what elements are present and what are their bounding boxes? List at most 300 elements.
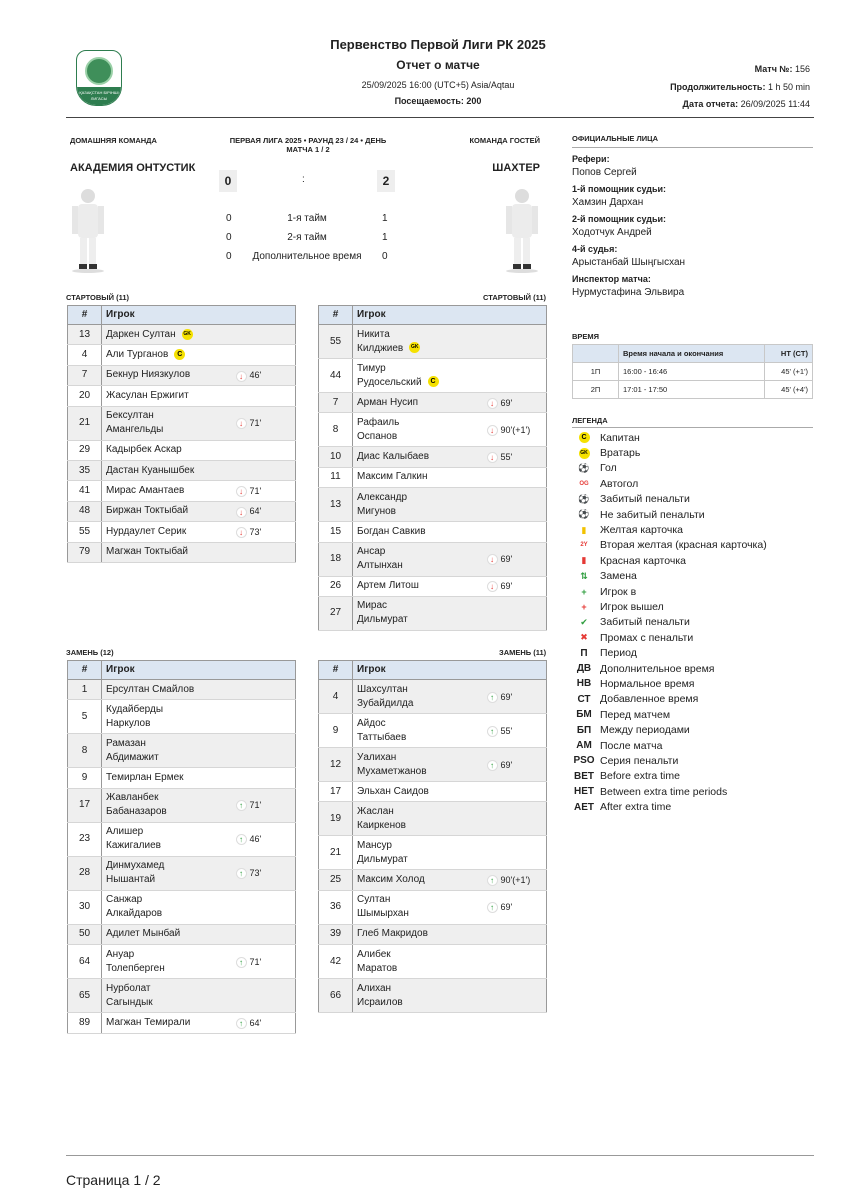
- official-name: Нурмустафина Эльвира: [572, 287, 685, 298]
- event-minute: 69': [500, 759, 513, 770]
- player-name-text: Темирлан Ермек: [106, 772, 184, 784]
- player-name: [353, 359, 483, 393]
- player-row: [319, 542, 547, 576]
- start-end-cell: 17:01 - 17:50: [619, 381, 765, 399]
- player-number: 17: [68, 788, 102, 822]
- away-team-name: ШАХТЕР: [492, 162, 540, 174]
- legend-icon: ⇅: [580, 570, 588, 581]
- legend-icon: ▮: [581, 555, 587, 566]
- player-number: 26: [319, 576, 353, 596]
- player-event: [232, 386, 296, 406]
- table-header-row: [319, 661, 547, 680]
- player-event: [483, 802, 547, 836]
- player-name: [102, 734, 232, 768]
- player-number: 27: [319, 596, 353, 630]
- event-minute: 55': [500, 725, 513, 736]
- legend-item: [572, 507, 813, 522]
- player-event: [232, 440, 296, 460]
- player-event: [483, 413, 547, 447]
- player-event: [232, 522, 296, 542]
- player-column-header: Игрок: [102, 306, 296, 325]
- legend-icon: +: [581, 586, 587, 597]
- player-number: 64: [68, 945, 102, 979]
- player-row: [68, 680, 296, 700]
- player-event: [232, 345, 296, 365]
- player-name: [102, 856, 232, 890]
- captain-badge: C: [428, 376, 439, 387]
- number-column-header: #: [68, 306, 102, 325]
- player-event: [483, 596, 547, 630]
- player-name: [353, 596, 483, 630]
- player-name-text: Мирас Амантаев: [106, 485, 185, 497]
- legend-item: [572, 538, 813, 553]
- player-name: [353, 870, 483, 890]
- sub-in-icon: ↑: [236, 800, 247, 811]
- legend-icon: ✖: [580, 632, 588, 643]
- player-name: [353, 680, 483, 714]
- number-column-header: #: [319, 306, 353, 325]
- time-table: [572, 344, 813, 399]
- player-number: 9: [319, 714, 353, 748]
- legend-label: Период: [600, 647, 637, 660]
- player-name-text: Магжан Темирали: [106, 1016, 191, 1028]
- player-column-header: Игрок: [353, 661, 547, 680]
- player-name-text: Рамазан Абдимажит: [106, 737, 159, 763]
- player-column-header: Игрок: [102, 661, 296, 680]
- player-name: [102, 890, 232, 924]
- player-name-text: Максим Холод: [357, 874, 425, 886]
- player-number: 13: [68, 325, 102, 345]
- legend-icon: ✔: [580, 616, 588, 627]
- player-row: [319, 467, 547, 487]
- legend-label: Забитый пенальти: [600, 493, 690, 506]
- official-role: 1-й помощник судьи:: [572, 184, 667, 194]
- player-row: [68, 788, 296, 822]
- player-event: [232, 542, 296, 562]
- sub-in-icon: ↑: [487, 726, 498, 737]
- sub-out-icon: ↓: [236, 418, 247, 429]
- player-row: [319, 748, 547, 782]
- period-cell: 1П: [573, 363, 619, 381]
- legend-label: Вратарь: [600, 447, 641, 460]
- sub-in-icon: ↑: [236, 834, 247, 845]
- legend-label: Между периодами: [600, 724, 690, 737]
- player-name: [102, 501, 232, 521]
- player-name-text: Кадырбек Аскар: [106, 444, 182, 456]
- player-event: [232, 501, 296, 521]
- player-name-text: Санжар Алкайдаров: [106, 894, 163, 920]
- time-header-cell: [573, 345, 619, 363]
- player-row: [319, 596, 547, 630]
- sub-out-icon: ↓: [236, 527, 247, 538]
- legend-icon: PSO: [573, 755, 595, 767]
- sub-in-icon: ↑: [487, 875, 498, 886]
- player-number: 5: [68, 700, 102, 734]
- legend-label: Перед матчем: [600, 708, 671, 721]
- legend-icon: БП: [576, 724, 592, 736]
- time-row: [573, 381, 813, 399]
- player-name-text: Жасулан Ержигит: [106, 389, 189, 401]
- player-name: [353, 890, 483, 924]
- period-away-score: 0: [382, 251, 388, 262]
- player-column-header: Игрок: [353, 306, 547, 325]
- player-event: [232, 406, 296, 440]
- player-name-text: Жаслан Каиркенов: [357, 805, 406, 831]
- player-name-text: Магжан Токтыбай: [106, 546, 188, 558]
- period-label: 2-я тайм: [287, 232, 327, 243]
- table-header-row: [68, 661, 296, 680]
- player-name: [102, 325, 232, 345]
- player-event: [232, 460, 296, 480]
- event-minute: 90'(+1'): [500, 424, 531, 435]
- event-minute: 64': [249, 1017, 262, 1028]
- player-row: [68, 406, 296, 440]
- player-name: [353, 522, 483, 542]
- official-name: Хамзин Дархан: [572, 197, 644, 208]
- period-away-score: 1: [382, 232, 388, 243]
- player-event: [232, 734, 296, 768]
- player-name-text: Султан Шымырхан: [357, 894, 409, 920]
- period-home-score: 0: [226, 232, 232, 243]
- player-row: [68, 460, 296, 480]
- home-start-title: СТАРТОВЫЙ (11): [66, 293, 130, 302]
- player-row: [319, 359, 547, 393]
- player-number: 66: [319, 979, 353, 1013]
- official-name: Ходотчук Андрей: [572, 227, 652, 238]
- player-row: [319, 325, 547, 359]
- match-datetime: 25/09/2025 16:00 (UTC+5) Asia/Aqtau: [361, 80, 515, 90]
- attendance: Посещаемость: 200: [394, 96, 482, 106]
- player-row: [68, 345, 296, 365]
- player-event: [483, 680, 547, 714]
- player-name: [102, 481, 232, 501]
- legend-item: [572, 661, 813, 676]
- legend-icon: AET: [574, 801, 594, 813]
- event-minute: 71': [249, 956, 262, 967]
- legend-item: [572, 615, 813, 630]
- player-row: [68, 822, 296, 856]
- player-row: [68, 856, 296, 890]
- player-name-text: Ануар Толепберген: [106, 948, 165, 974]
- player-name-text: Айдос Таттыбаев: [357, 717, 407, 743]
- sub-out-icon: ↓: [236, 486, 247, 497]
- legend-item: [572, 522, 813, 537]
- captain-badge: C: [174, 349, 185, 360]
- player-number: 39: [319, 924, 353, 944]
- player-row: [319, 576, 547, 596]
- player-name-text: Эльхан Саидов: [357, 785, 429, 797]
- time-row: [573, 363, 813, 381]
- legend-icon: ⚽: [578, 462, 590, 473]
- sub-out-icon: ↓: [487, 398, 498, 409]
- player-name: [102, 924, 232, 944]
- time-header-cell: Время начала и окончания: [619, 345, 765, 363]
- table-header-row: [68, 306, 296, 325]
- player-name-text: Мансур Дильмурат: [357, 839, 408, 865]
- player-number: 15: [319, 522, 353, 542]
- player-name-text: Алибек Маратов: [357, 948, 398, 974]
- player-event: [483, 542, 547, 576]
- player-name-text: Ансар Алтынхан: [357, 546, 403, 572]
- player-name: [102, 788, 232, 822]
- player-number: 21: [68, 406, 102, 440]
- player-row: [68, 440, 296, 460]
- player-number: 7: [68, 365, 102, 385]
- player-name-text: Даркен Султан: [106, 328, 176, 340]
- player-name-text: Рафаиль Оспанов: [357, 416, 400, 442]
- legend-title: ЛЕГЕНДА: [572, 416, 608, 425]
- report-date: Дата отчета: 26/09/2025 11:44: [682, 99, 810, 109]
- player-row: [68, 890, 296, 924]
- event-minute: 69': [500, 554, 513, 565]
- player-number: 12: [319, 748, 353, 782]
- legend-label: Промах с пенальти: [600, 631, 694, 644]
- sub-out-icon: ↓: [487, 581, 498, 592]
- player-name-text: Нурдаулет Серик: [106, 525, 187, 537]
- legend-item: [572, 799, 813, 814]
- player-name-text: Уалихан Мухаметжанов: [357, 751, 427, 777]
- player-name: [353, 413, 483, 447]
- player-name: [102, 822, 232, 856]
- player-number: 8: [319, 413, 353, 447]
- page-number: Страница 1 / 2: [66, 1172, 161, 1188]
- away-kit-icon: [504, 186, 540, 286]
- sub-in-icon: ↑: [236, 1018, 247, 1029]
- player-number: 13: [319, 488, 353, 522]
- player-name-text: Диас Калыбаев: [357, 451, 430, 463]
- player-event: [232, 979, 296, 1013]
- player-number: 4: [319, 680, 353, 714]
- official-role: 4-й судья:: [572, 244, 618, 254]
- player-event: [483, 393, 547, 413]
- legend-item: [572, 676, 813, 691]
- player-event: [232, 924, 296, 944]
- player-row: [68, 522, 296, 542]
- legend-item: [572, 569, 813, 584]
- round-info: ПЕРВАЯ ЛИГА 2025 • РАУНД 23 / 24 • ДЕНЬ МАТЧА 1 / 2: [229, 136, 387, 154]
- number-column-header: #: [319, 661, 353, 680]
- player-event: [483, 890, 547, 924]
- player-row: [68, 924, 296, 944]
- legend-label: Гол: [600, 462, 617, 475]
- time-header-cell: HT (CT): [764, 345, 812, 363]
- legend-label: Автогол: [600, 477, 639, 490]
- player-name: [102, 768, 232, 788]
- event-minute: 71': [249, 486, 262, 497]
- away-score: 2: [377, 170, 395, 192]
- official-name: Попов Сергей: [572, 167, 637, 178]
- legend-list: [572, 430, 813, 815]
- sub-out-icon: ↓: [487, 425, 498, 436]
- period-label: Дополнительное время: [252, 251, 362, 262]
- player-row: [319, 870, 547, 890]
- legend-label: After extra time: [600, 801, 672, 814]
- away-subs-table: [318, 660, 547, 1013]
- event-minute: 73': [249, 868, 262, 879]
- player-name: [353, 979, 483, 1013]
- time-header-row: [573, 345, 813, 363]
- player-name-text: Тимур Рудосельский: [357, 362, 422, 388]
- player-number: 79: [68, 542, 102, 562]
- player-name: [353, 325, 483, 359]
- legend-label: Игрок в: [600, 585, 637, 598]
- player-event: [483, 488, 547, 522]
- player-number: 23: [68, 822, 102, 856]
- legend-label: Желтая карточка: [600, 524, 684, 537]
- player-name-text: Шахсултан Зубайдилда: [357, 683, 414, 709]
- player-number: 10: [319, 447, 353, 467]
- halftime-cell: 45' (+4'): [764, 381, 812, 399]
- player-name: [353, 393, 483, 413]
- player-row: [68, 501, 296, 521]
- away-subs-title: ЗАМЕНЬ (11): [499, 648, 547, 657]
- player-row: [68, 945, 296, 979]
- player-number: 36: [319, 890, 353, 924]
- player-number: 50: [68, 924, 102, 944]
- player-event: [232, 945, 296, 979]
- legend-item: [572, 553, 813, 568]
- player-number: 18: [319, 542, 353, 576]
- legend-item: [572, 461, 813, 476]
- sub-out-icon: ↓: [236, 371, 247, 382]
- sub-out-icon: ↓: [236, 507, 247, 518]
- player-name-text: Никита Килджиев: [357, 328, 404, 354]
- player-name-text: Мирас Дильмурат: [357, 600, 408, 626]
- goalkeeper-badge: GK: [409, 342, 420, 353]
- player-event: [483, 924, 547, 944]
- player-row: [68, 979, 296, 1013]
- time-title: ВРЕМЯ: [572, 332, 600, 341]
- period-away-score: 1: [382, 213, 388, 224]
- event-minute: 73': [249, 526, 262, 537]
- legend-badge-icon: GK: [579, 448, 590, 459]
- player-name: [102, 680, 232, 700]
- legend-icon: 2Y: [580, 542, 588, 549]
- player-number: 89: [68, 1013, 102, 1033]
- player-event: [483, 447, 547, 467]
- period-home-score: 0: [226, 251, 232, 262]
- player-name: [353, 802, 483, 836]
- player-number: 55: [68, 522, 102, 542]
- player-name: [353, 714, 483, 748]
- player-name-text: Максим Галкин: [357, 471, 428, 483]
- player-name: [353, 782, 483, 802]
- legend-label: Between extra time periods: [600, 785, 728, 798]
- away-starting-table: [318, 305, 547, 631]
- player-name-text: Богдан Савкив: [357, 525, 426, 537]
- officials-divider: [572, 147, 813, 148]
- period-home-score: 0: [226, 213, 232, 224]
- player-name-text: Биржан Токтыбай: [106, 505, 189, 517]
- legend-item: [572, 445, 813, 460]
- player-number: 48: [68, 501, 102, 521]
- header-divider: [66, 117, 814, 118]
- player-name: [353, 542, 483, 576]
- player-event: [483, 836, 547, 870]
- sub-in-icon: ↑: [236, 957, 247, 968]
- player-name-text: Бексултан Амангельды: [106, 410, 164, 436]
- legend-label: Добавленное время: [600, 693, 699, 706]
- player-name-text: Артем Литош: [357, 580, 419, 592]
- player-name: [102, 700, 232, 734]
- event-minute: 71': [249, 418, 262, 429]
- event-minute: 69': [500, 902, 513, 913]
- player-name-text: Жавланбек Бабаназаров: [106, 792, 167, 818]
- match-duration: Продолжительность: 1 h 50 min: [670, 82, 810, 92]
- legend-item: [572, 784, 813, 799]
- home-subs-title: ЗАМЕНЬ (12): [66, 648, 114, 657]
- legend-icon: СТ: [577, 693, 591, 705]
- away-team-label: КОМАНДА ГОСТЕЙ: [469, 136, 540, 145]
- legend-icon: БМ: [576, 709, 592, 721]
- legend-label: Забитый пенальти: [600, 616, 690, 629]
- number-column-header: #: [68, 661, 102, 680]
- player-number: 42: [319, 945, 353, 979]
- player-number: 21: [319, 836, 353, 870]
- player-number: 55: [319, 325, 353, 359]
- sub-out-icon: ↓: [487, 452, 498, 463]
- legend-item: [572, 707, 813, 722]
- player-number: 11: [319, 467, 353, 487]
- official-role: Инспектор матча:: [572, 274, 651, 284]
- legend-label: Не забитый пенальти: [600, 508, 705, 521]
- player-name: [353, 836, 483, 870]
- player-event: [232, 481, 296, 501]
- player-name: [102, 440, 232, 460]
- player-row: [319, 924, 547, 944]
- event-minute: 55': [500, 452, 513, 463]
- event-minute: 90'(+1'): [500, 875, 531, 886]
- page-title: Первенство Первой Лиги РК 2025: [330, 37, 546, 52]
- player-name-text: Алишер Кажигалиев: [106, 826, 161, 852]
- legend-label: Игрок вышел: [600, 600, 664, 613]
- player-number: 19: [319, 802, 353, 836]
- home-starting-table: [67, 305, 296, 563]
- legend-item: [572, 630, 813, 645]
- legend-icon: АМ: [576, 740, 592, 751]
- player-number: 1: [68, 680, 102, 700]
- player-event: [232, 1013, 296, 1033]
- player-name-text: Кудайберды Наркулов: [106, 703, 164, 729]
- player-event: [483, 714, 547, 748]
- halftime-cell: 45' (+1'): [764, 363, 812, 381]
- legend-item: [572, 722, 813, 737]
- player-row: [68, 768, 296, 788]
- sub-in-icon: ↑: [487, 760, 498, 771]
- home-team-label: ДОМАШНЯЯ КОМАНДА: [70, 136, 157, 145]
- event-minute: 46': [249, 370, 262, 381]
- score-separator: :: [302, 174, 305, 185]
- legend-icon: +: [581, 601, 587, 612]
- player-row: [68, 700, 296, 734]
- legend-icon: BET: [574, 770, 594, 782]
- event-minute: 69': [500, 691, 513, 702]
- player-row: [68, 1013, 296, 1033]
- sub-out-icon: ↓: [487, 554, 498, 565]
- event-minute: 71': [249, 800, 262, 811]
- legend-icon: ▮: [581, 524, 587, 535]
- player-event: [483, 748, 547, 782]
- player-row: [319, 714, 547, 748]
- player-event: [483, 467, 547, 487]
- legend-item: [572, 492, 813, 507]
- player-name: [353, 748, 483, 782]
- match-number: Матч №: 156: [754, 64, 810, 74]
- legend-label: Вторая желтая (красная карточка): [600, 539, 767, 552]
- player-row: [68, 365, 296, 385]
- player-name: [102, 979, 232, 1013]
- player-name-text: Али Турганов: [106, 349, 169, 361]
